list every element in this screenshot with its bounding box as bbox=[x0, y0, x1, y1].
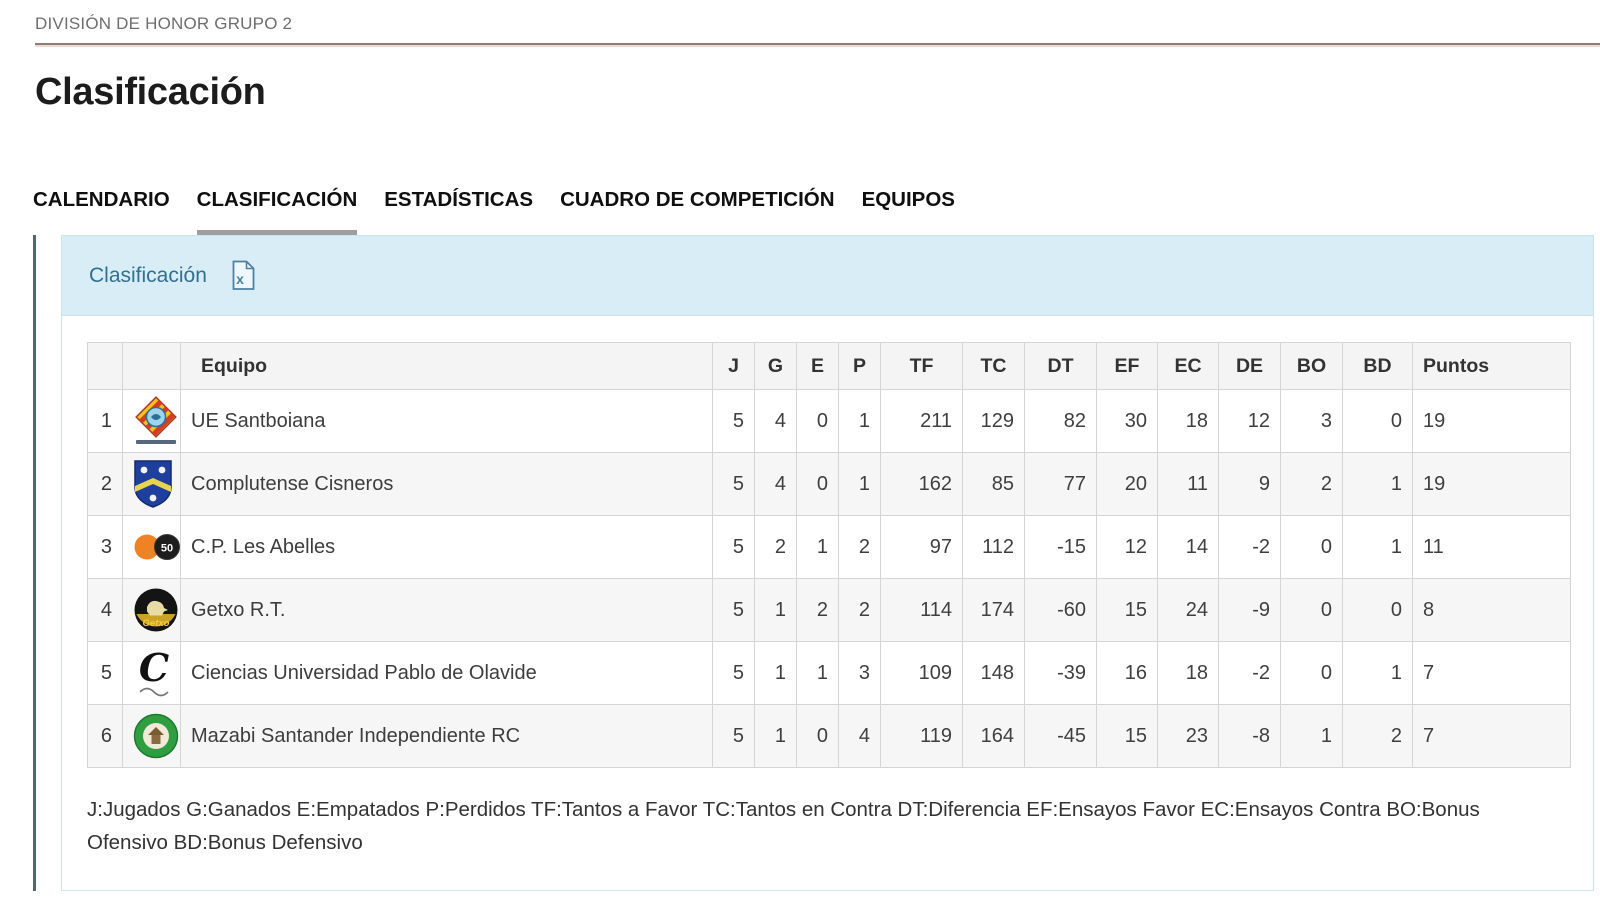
stat-cell: 0 bbox=[797, 453, 839, 516]
table-row bbox=[88, 390, 1571, 453]
column-header-bd: BD bbox=[1343, 343, 1413, 390]
breadcrumb-divider bbox=[35, 43, 1600, 47]
stat-cell: 85 bbox=[963, 453, 1025, 516]
content-area bbox=[33, 235, 1600, 891]
stat-cell: 19 bbox=[1413, 390, 1571, 453]
stat-cell: -45 bbox=[1025, 705, 1097, 768]
complutense-cisneros-logo bbox=[123, 453, 181, 516]
excel-export-icon[interactable] bbox=[231, 260, 256, 291]
stat-cell: 9 bbox=[1219, 453, 1281, 516]
position-cell: 6 bbox=[88, 705, 123, 768]
page-title: Clasificación bbox=[35, 71, 266, 113]
column-header-ec: EC bbox=[1158, 343, 1219, 390]
position-cell: 2 bbox=[88, 453, 123, 516]
stat-cell: 148 bbox=[963, 642, 1025, 705]
stat-cell: 1 bbox=[755, 579, 797, 642]
stat-cell: 164 bbox=[963, 705, 1025, 768]
stat-cell: 5 bbox=[713, 390, 755, 453]
tab-calendario[interactable]: CALENDARIO bbox=[33, 188, 170, 211]
column-header-ef: EF bbox=[1097, 343, 1158, 390]
table-row bbox=[88, 705, 1571, 768]
stat-cell: 2 bbox=[1343, 705, 1413, 768]
stat-cell: 0 bbox=[797, 390, 839, 453]
stat-cell: 114 bbox=[881, 579, 963, 642]
stat-cell: 24 bbox=[1158, 579, 1219, 642]
position-cell: 5 bbox=[88, 642, 123, 705]
team-name: Complutense Cisneros bbox=[181, 453, 713, 516]
stat-cell: 1 bbox=[1343, 516, 1413, 579]
stat-cell: 3 bbox=[839, 642, 881, 705]
svg-text:x: x bbox=[235, 271, 244, 287]
stat-cell: 1 bbox=[797, 642, 839, 705]
column-header-de: DE bbox=[1219, 343, 1281, 390]
standings-table bbox=[87, 342, 1571, 768]
position-cell: 1 bbox=[88, 390, 123, 453]
stat-cell: 15 bbox=[1097, 579, 1158, 642]
stat-cell: 18 bbox=[1158, 642, 1219, 705]
column-header-puntos: Puntos bbox=[1413, 343, 1571, 390]
breadcrumb: DIVISIÓN DE HONOR GRUPO 2 bbox=[35, 14, 293, 33]
stat-cell: 0 bbox=[1281, 579, 1343, 642]
stat-cell: 77 bbox=[1025, 453, 1097, 516]
stat-cell: 2 bbox=[839, 516, 881, 579]
stat-cell: 30 bbox=[1097, 390, 1158, 453]
team-name: UE Santboiana bbox=[181, 390, 713, 453]
column-header-tf: TF bbox=[881, 343, 963, 390]
stat-cell: 2 bbox=[755, 516, 797, 579]
team-name: Getxo R.T. bbox=[181, 579, 713, 642]
tab-estadisticas[interactable]: ESTADÍSTICAS bbox=[384, 188, 534, 211]
stat-cell: 2 bbox=[1281, 453, 1343, 516]
stat-cell: 7 bbox=[1413, 705, 1571, 768]
stat-cell: 129 bbox=[963, 390, 1025, 453]
column-header-g: G bbox=[755, 343, 797, 390]
svg-text:C: C bbox=[138, 647, 170, 690]
stat-cell: 0 bbox=[1281, 642, 1343, 705]
stat-cell: 1 bbox=[755, 642, 797, 705]
stat-cell: 3 bbox=[1281, 390, 1343, 453]
classification-panel bbox=[61, 235, 1594, 891]
position-cell: 4 bbox=[88, 579, 123, 642]
panel-heading bbox=[62, 236, 1593, 316]
stat-cell: 0 bbox=[797, 705, 839, 768]
stat-cell: 5 bbox=[713, 579, 755, 642]
stat-cell: 7 bbox=[1413, 642, 1571, 705]
stat-cell: 4 bbox=[755, 390, 797, 453]
stat-cell: 174 bbox=[963, 579, 1025, 642]
stat-cell: 97 bbox=[881, 516, 963, 579]
stat-cell: 5 bbox=[713, 642, 755, 705]
stat-cell: 1 bbox=[1343, 642, 1413, 705]
table-body bbox=[88, 390, 1571, 768]
stat-cell: 20 bbox=[1097, 453, 1158, 516]
stat-cell: -2 bbox=[1219, 516, 1281, 579]
svg-text:Getxo: Getxo bbox=[142, 618, 170, 629]
ue-santboiana-logo bbox=[123, 390, 181, 453]
stat-cell: 11 bbox=[1413, 516, 1571, 579]
table-header bbox=[88, 343, 1571, 390]
stat-cell: 19 bbox=[1413, 453, 1571, 516]
stat-cell: -60 bbox=[1025, 579, 1097, 642]
stat-cell: 0 bbox=[1343, 390, 1413, 453]
stat-cell: 1 bbox=[839, 390, 881, 453]
stat-cell: -39 bbox=[1025, 642, 1097, 705]
position-cell: 3 bbox=[88, 516, 123, 579]
tab-bar bbox=[33, 188, 1600, 235]
stat-cell: 15 bbox=[1097, 705, 1158, 768]
stat-cell: 18 bbox=[1158, 390, 1219, 453]
team-name: C.P. Les Abelles bbox=[181, 516, 713, 579]
column-header-tc: TC bbox=[963, 343, 1025, 390]
stat-cell: 4 bbox=[839, 705, 881, 768]
cp-les-abelles-logo bbox=[123, 516, 181, 579]
stat-cell: 5 bbox=[713, 705, 755, 768]
panel-title: Clasificación bbox=[89, 263, 207, 287]
ciencias-upo-logo bbox=[123, 642, 181, 705]
stat-cell: 11 bbox=[1158, 453, 1219, 516]
stat-cell: 8 bbox=[1413, 579, 1571, 642]
stat-cell: -2 bbox=[1219, 642, 1281, 705]
stat-cell: 1 bbox=[839, 453, 881, 516]
mazabi-santander-logo bbox=[123, 705, 181, 768]
stat-cell: 82 bbox=[1025, 390, 1097, 453]
column-header-empty bbox=[88, 343, 123, 390]
stat-cell: 2 bbox=[797, 579, 839, 642]
stat-cell: 112 bbox=[963, 516, 1025, 579]
stat-cell: 119 bbox=[881, 705, 963, 768]
team-name: Ciencias Universidad Pablo de Olavide bbox=[181, 642, 713, 705]
table-row bbox=[88, 453, 1571, 516]
stat-cell: 23 bbox=[1158, 705, 1219, 768]
stat-cell: 16 bbox=[1097, 642, 1158, 705]
stat-cell: 0 bbox=[1281, 516, 1343, 579]
stat-cell: 4 bbox=[755, 453, 797, 516]
stat-cell: 0 bbox=[1343, 579, 1413, 642]
column-header-p: P bbox=[839, 343, 881, 390]
tab-clasificacion[interactable]: CLASIFICACIÓN bbox=[197, 188, 358, 235]
panel-body bbox=[62, 316, 1593, 890]
stat-cell: 109 bbox=[881, 642, 963, 705]
stat-cell: -15 bbox=[1025, 516, 1097, 579]
stat-cell: 5 bbox=[713, 453, 755, 516]
table-row bbox=[88, 516, 1571, 579]
stat-cell: -8 bbox=[1219, 705, 1281, 768]
stat-cell: 12 bbox=[1219, 390, 1281, 453]
stat-cell: 5 bbox=[713, 516, 755, 579]
table-row bbox=[88, 642, 1571, 705]
column-header-e: E bbox=[797, 343, 839, 390]
tab-cuadro-de-competicion[interactable]: CUADRO DE COMPETICIÓN bbox=[560, 188, 835, 211]
column-header-empty bbox=[123, 343, 181, 390]
stat-cell: 1 bbox=[1281, 705, 1343, 768]
stat-cell: 12 bbox=[1097, 516, 1158, 579]
legend-text: J:Jugados G:Ganados E:Empatados P:Perdidos TF:Tantos a Favor TC:Tantos en Contra DT:Diferencia EF:Ensayos Favor EC:Ensayos Contra BO:Bonus Ofensivo BD:Bonus Defensivo bbox=[87, 798, 1480, 854]
stat-cell: 1 bbox=[797, 516, 839, 579]
svg-text:50: 50 bbox=[160, 542, 174, 555]
stat-cell: 14 bbox=[1158, 516, 1219, 579]
column-header-dt: DT bbox=[1025, 343, 1097, 390]
stat-cell: 2 bbox=[839, 579, 881, 642]
stat-cell: 1 bbox=[1343, 453, 1413, 516]
getxo-rt-logo bbox=[123, 579, 181, 642]
team-name: Mazabi Santander Independiente RC bbox=[181, 705, 713, 768]
stat-cell: 211 bbox=[881, 390, 963, 453]
stat-cell: 162 bbox=[881, 453, 963, 516]
column-header-j: J bbox=[713, 343, 755, 390]
tab-equipos[interactable]: EQUIPOS bbox=[861, 188, 955, 211]
column-header-equipo: Equipo bbox=[181, 343, 713, 390]
table-row bbox=[88, 579, 1571, 642]
stat-cell: -9 bbox=[1219, 579, 1281, 642]
column-header-bo: BO bbox=[1281, 343, 1343, 390]
stat-cell: 1 bbox=[755, 705, 797, 768]
